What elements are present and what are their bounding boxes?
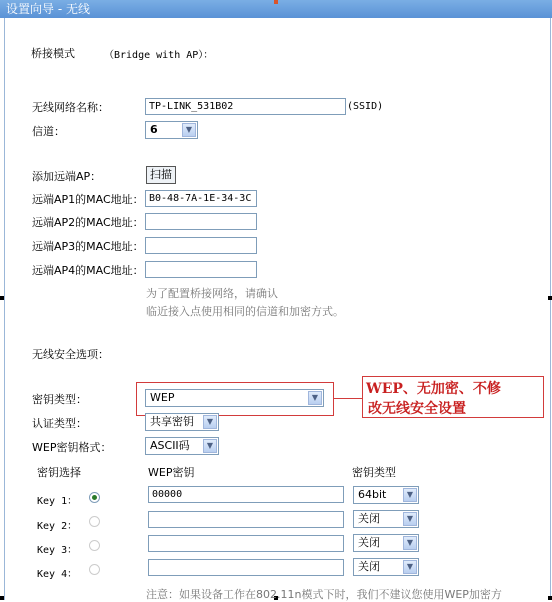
key1-type-value: 64bit xyxy=(358,488,387,501)
mac2-label: 远端AP2的MAC地址： xyxy=(32,216,144,229)
col-key-type: 密钥类型 xyxy=(352,466,396,479)
chevron-down-icon[interactable]: ▼ xyxy=(403,488,417,502)
key-type-value: WEP xyxy=(150,391,175,404)
key-type-label: 密钥类型： xyxy=(32,393,87,406)
col-key-select: 密钥选择 xyxy=(37,466,81,479)
channel-label: 信道： xyxy=(32,125,65,138)
chevron-down-icon[interactable]: ▼ xyxy=(403,536,417,550)
key2-label: Key 2： xyxy=(37,521,78,532)
key2-type-value: 关闭 xyxy=(358,512,380,525)
annotation-line2: 改无线安全设置 xyxy=(368,401,466,417)
wep-format-label: WEP密钥格式： xyxy=(32,441,112,454)
channel-value: 6 xyxy=(150,123,158,136)
auth-type-select[interactable] xyxy=(145,413,219,431)
key-type-select[interactable] xyxy=(145,389,324,407)
auth-type-label: 认证类型： xyxy=(32,417,87,430)
key3-radio[interactable] xyxy=(89,540,100,551)
add-remote-ap-label: 添加远端AP： xyxy=(32,170,102,183)
ssid-suffix: (SSID) xyxy=(347,101,384,112)
key2-input[interactable] xyxy=(148,511,344,528)
mac3-label: 远端AP3的MAC地址： xyxy=(32,240,144,253)
key4-input[interactable] xyxy=(148,559,344,576)
chevron-down-icon[interactable]: ▼ xyxy=(203,415,217,429)
mac4-label: 远端AP4的MAC地址： xyxy=(32,264,144,277)
bridge-mode-hint: （Bridge with AP）： xyxy=(104,50,214,61)
chevron-down-icon[interactable]: ▼ xyxy=(182,123,196,137)
annotation-line1: WEP、无加密、不修 xyxy=(366,381,501,397)
key1-radio[interactable] xyxy=(89,492,100,503)
resize-handle-right[interactable] xyxy=(548,296,552,300)
key2-type-select[interactable] xyxy=(353,510,419,528)
mac1-label: 远端AP1的MAC地址： xyxy=(32,193,144,206)
key3-type-select[interactable] xyxy=(353,534,419,552)
annotation-connector xyxy=(334,398,362,399)
ssid-label: 无线网络名称： xyxy=(32,101,109,114)
key4-radio[interactable] xyxy=(89,564,100,575)
channel-select[interactable] xyxy=(145,121,198,139)
chevron-down-icon[interactable]: ▼ xyxy=(403,560,417,574)
key4-label: Key 4： xyxy=(37,569,78,580)
key1-input[interactable]: 00000 xyxy=(148,486,344,503)
col-wep-key: WEP密钥 xyxy=(148,466,195,479)
key3-input[interactable] xyxy=(148,535,344,552)
ssid-input[interactable]: TP-LINK_531B02 xyxy=(145,98,346,115)
wep-format-select[interactable] xyxy=(145,437,219,455)
footer-note: 注意：如果设备工作在802.11n模式下时，我们不建议您使用WEP加密方 xyxy=(146,588,502,601)
key4-type-select[interactable] xyxy=(353,558,419,576)
window-title: 设置向导 - 无线 xyxy=(6,2,90,16)
key3-type-value: 关闭 xyxy=(358,536,380,549)
key4-type-value: 关闭 xyxy=(358,560,380,573)
resize-handle-bottom-right[interactable] xyxy=(548,596,552,600)
auth-type-value: 共享密钥 xyxy=(150,415,194,428)
mac1-input[interactable]: B0-48-7A-1E-34-3C xyxy=(145,190,257,207)
key3-label: Key 3： xyxy=(37,545,78,556)
wep-format-value: ASCII码 xyxy=(150,439,190,452)
resize-handle-bottom-left[interactable] xyxy=(0,596,4,600)
security-section-label: 无线安全选项： xyxy=(32,348,109,361)
scan-button[interactable]: 扫描 xyxy=(146,166,176,184)
key1-label: Key 1： xyxy=(37,496,78,507)
chevron-down-icon[interactable]: ▼ xyxy=(403,512,417,526)
mac3-input[interactable] xyxy=(145,237,257,254)
key2-radio[interactable] xyxy=(89,516,100,527)
bridge-mode-label: 桥接模式 xyxy=(31,47,75,60)
chevron-down-icon[interactable]: ▼ xyxy=(308,391,322,405)
mac4-input[interactable] xyxy=(145,261,257,278)
mac2-input[interactable] xyxy=(145,213,257,230)
resize-handle-top[interactable] xyxy=(274,0,278,4)
bridge-note-line1: 为了配置桥接网络，请确认 xyxy=(146,287,278,300)
bridge-note-line2: 临近接入点使用相同的信道和加密方式。 xyxy=(146,305,344,318)
chevron-down-icon[interactable]: ▼ xyxy=(203,439,217,453)
key1-type-select[interactable] xyxy=(353,486,419,504)
resize-handle-left[interactable] xyxy=(0,296,4,300)
